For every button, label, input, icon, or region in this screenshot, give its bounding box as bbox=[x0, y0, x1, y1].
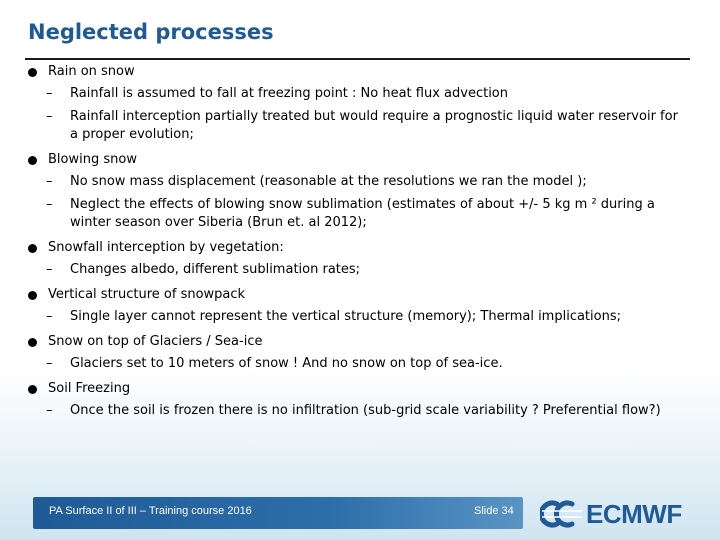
logo-text: ECMWF bbox=[586, 498, 682, 529]
sub-item bbox=[28, 261, 688, 279]
bullet-vertical-structure: Vertical structure of snowpack bbox=[28, 284, 688, 306]
sub-item-text: Changes albedo, different sublimation rates; bbox=[70, 262, 361, 277]
bullet-soil-freezing: Soil Freezing bbox=[28, 378, 688, 400]
sub-item bbox=[28, 196, 688, 232]
sub-item bbox=[28, 402, 688, 420]
slide-number: Slide 34 bbox=[474, 505, 514, 517]
dash-marker: – bbox=[46, 86, 53, 101]
sub-item-text: No snow mass displacement (reasonable at the resolutions we ran the model ); bbox=[70, 174, 587, 189]
sub-item bbox=[28, 85, 688, 103]
dash-marker: – bbox=[46, 174, 53, 189]
sub-item-text: Glaciers set to 10 meters of snow ! And no snow on top of sea-ice. bbox=[70, 356, 503, 371]
footer-course-text: PA Surface II of III – Training course 2016 bbox=[49, 505, 252, 517]
sub-item bbox=[28, 308, 688, 326]
sub-item bbox=[28, 355, 688, 373]
dash-marker: – bbox=[46, 109, 53, 124]
page-title: Neglected processes bbox=[28, 20, 274, 44]
sub-item-text: Rainfall interception partially treated but would require a prognostic liquid water reservoir for a proper evolution; bbox=[70, 109, 678, 142]
sub-item bbox=[28, 173, 688, 191]
sub-item bbox=[28, 108, 688, 144]
dash-marker: – bbox=[46, 403, 53, 418]
ecmwf-logo bbox=[540, 497, 692, 531]
dash-marker: – bbox=[46, 262, 53, 277]
ecmwf-logo-icon bbox=[540, 499, 584, 529]
bullet-snowfall-interception: Snowfall interception by vegetation: bbox=[28, 237, 688, 259]
footer-bar bbox=[33, 497, 523, 529]
bullet-glaciers-sea-ice: Snow on top of Glaciers / Sea-ice bbox=[28, 331, 688, 353]
sub-item-text: Single layer cannot represent the vertical structure (memory); Thermal implications; bbox=[70, 309, 621, 324]
bullet-blowing-snow: Blowing snow bbox=[28, 149, 688, 171]
title-divider bbox=[25, 58, 690, 60]
sub-item-text: Neglect the effects of blowing snow sublimation (estimates of about +/- 5 kg m ² during a winter season over Siberia (Brun et. al 2012); bbox=[70, 197, 655, 230]
bullet-rain-on-snow: Rain on snow bbox=[28, 61, 688, 83]
dash-marker: – bbox=[46, 309, 53, 324]
dash-marker: – bbox=[46, 197, 53, 212]
dash-marker: – bbox=[46, 356, 53, 371]
sub-item-text: Once the soil is frozen there is no infiltration (sub-grid scale variability ? Preferential flow?) bbox=[70, 403, 661, 418]
sub-item-text: Rainfall is assumed to fall at freezing point : No heat flux advection bbox=[70, 86, 509, 101]
bullet-list bbox=[28, 61, 688, 425]
